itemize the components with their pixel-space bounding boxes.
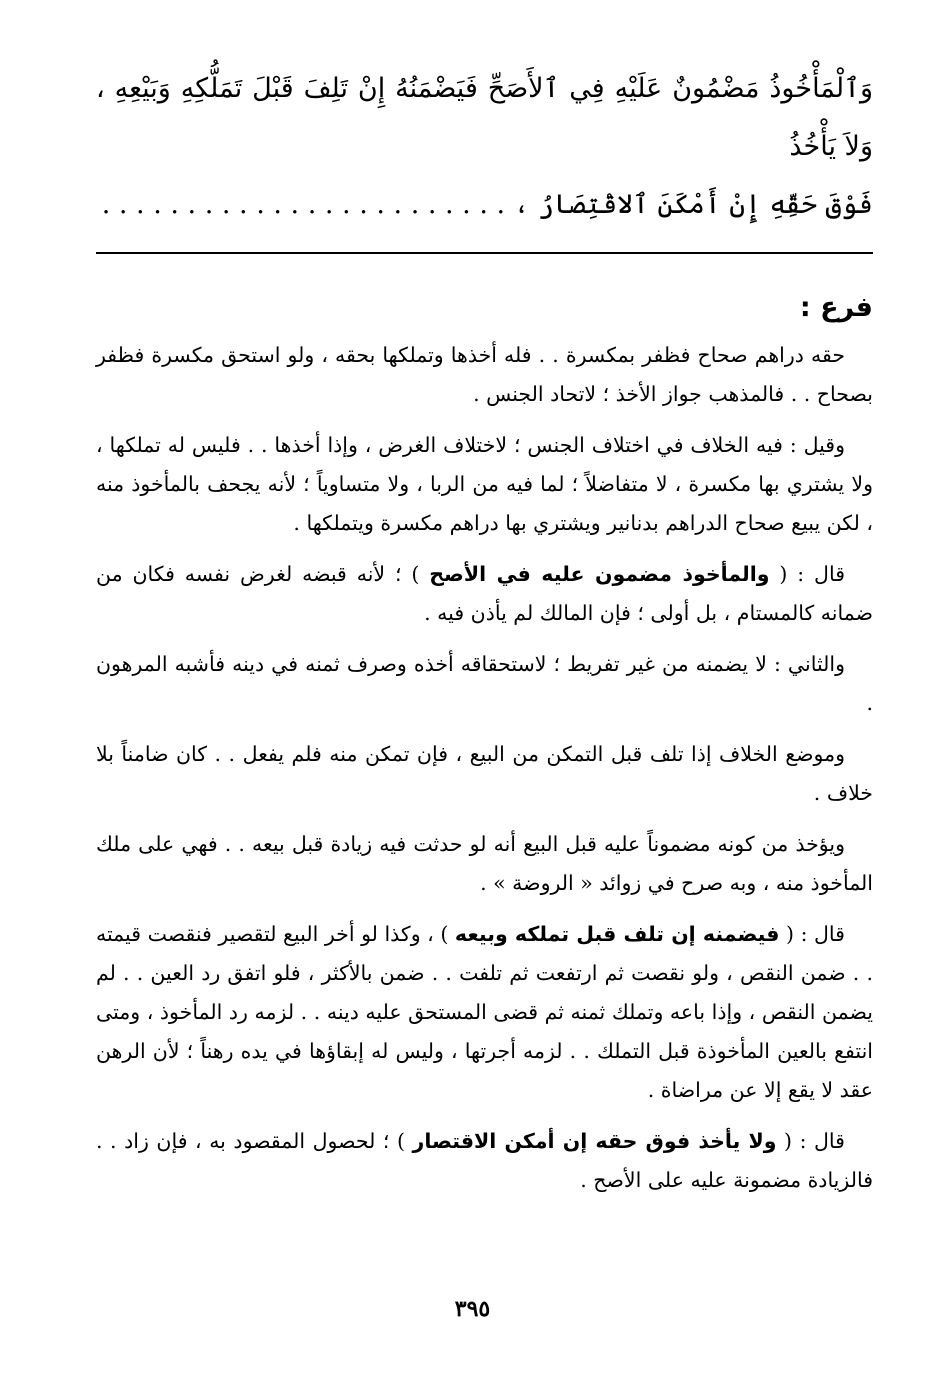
commentary-paragraph: ويؤخذ من كونه مضموناً عليه قبل البيع أنه لو حدثت فيه زيادة قبل بيعه . . فهي على ملك المأخوذ منه ، وبه صرح في زوائد « الروضة » .	[96, 832, 873, 895]
quoted-matn: والمأخوذ مضمون عليه في الأصح	[429, 562, 770, 586]
commentary-paragraph: والثاني : لا يضمنه من غير تفريط ؛ لاستحقاقه أخذه وصرف ثمنه في دينه فأشبه المرهون .	[96, 652, 873, 715]
quoted-matn: فيضمنه إن تلف قبل تملكه وبيعه	[454, 922, 780, 946]
page-number: ٣٩٥	[454, 1296, 491, 1322]
commentary-paragraph: وموضع الخلاف إذا تلف قبل التمكن من البيع ، فإن تمكن منه فلم يفعل . . كان ضامناً بلا خلاف .	[96, 742, 873, 805]
commentary-paragraph	[96, 915, 873, 1110]
commentary-paragraph: حقه دراهم صحاح فظفر بمكسرة . . فله أخذها وتملكها بحقه ، ولو استحق مكسرة فظفر بصحاح . . فالمذهب جواز الأخذ ؛ لاتحاد الجنس .	[96, 343, 873, 406]
matn-line: فَوْقَ حَقِّهِ إِنْ أَمْكَنَ ٱلاقْتِصَارُ ، . . . . . . . . . . . . . . . . . . . . . . . .	[101, 189, 873, 220]
quote-open: قال : (	[779, 922, 845, 946]
matn-text	[96, 60, 873, 234]
commentary-text: ) ؛ لحصول المقصود به ، فإن زاد . . فالزيادة مضمونة عليه على الأصح .	[96, 1129, 873, 1192]
quote-open: قال : (	[776, 1129, 845, 1153]
matn-line: وَٱلْمَأْخُوذُ مَضْمُونٌ عَلَيْهِ فِي ٱلأَصَحِّ فَيَضْمَنُهُ إِنْ تَلِفَ قَبْلَ تَمَلُّكِهِ وَبَيْعِهِ ، وَلاَ يَأْخُذُ	[96, 73, 873, 162]
book-page	[96, 60, 873, 1212]
commentary-text: ) ؛ لأنه قبضه لغرض نفسه فكان من ضمانه كالمستام ، بل أولى ؛ فإن المالك لم يأذن فيه .	[96, 562, 873, 625]
commentary-paragraph: وقيل : فيه الخلاف في اختلاف الجنس ؛ لاختلاف الغرض ، وإذا أخذها . . فليس له تملكها ، ولا يشتري بها مكسرة ، لا متفاضلاً ؛ لما فيه من الربا ، ولا متساوياً ؛ لأنه يجحف بالمأخوذ منه ، لكن يبيع صحاح الدراهم بدنانير ويشتري بها دراهم مكسرة ويتملكها .	[96, 433, 873, 535]
commentary-paragraph	[96, 1122, 873, 1200]
commentary-text: ) ، وكذا لو أخر البيع لتقصير فنقصت قيمته . . ضمن النقص ، ولو نقصت ثم ارتفعت ثم تلفت . . ضمن بالأكثر ، فلو اتفق رد العين . . لم يضمن النقص ، وإذا باعه وتملك ثمنه ثم قضى المستحق عليه دينه . . لزمه رد المأخوذ ، ومتى انتفع بالعين المأخوذة قبل التملك . . لزمه أجرتها ، وليس له إبقاؤها في يده رهناً ؛ لأن الرهن عقد لا يقع إلا عن مراضاة .	[96, 922, 873, 1102]
section-heading: فرع :	[799, 292, 873, 323]
separator-line	[96, 252, 873, 254]
commentary-paragraph	[96, 555, 873, 633]
quoted-matn: ولا يأخذ فوق حقه إن أمكن الاقتصار	[412, 1129, 777, 1153]
quote-open: قال : (	[769, 562, 845, 586]
